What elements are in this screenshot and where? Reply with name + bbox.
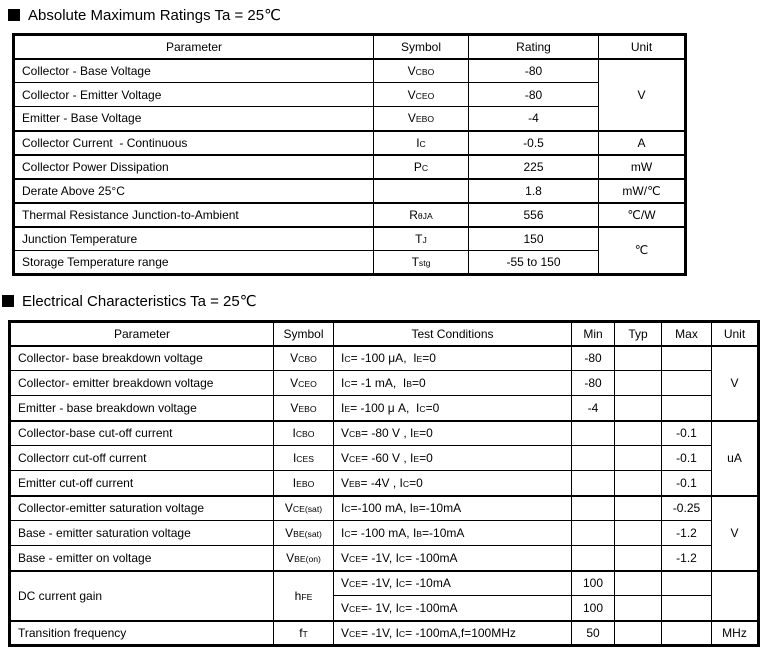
symbol-subscript: CBO [295, 429, 315, 440]
symbol-subscript: θJA [417, 210, 433, 221]
parameter-cell: Base - emitter saturation voltage [10, 521, 274, 546]
max-cell: -1.2 [662, 546, 712, 571]
symbol-subscript: CE [349, 579, 361, 590]
symbol-subscript: C [344, 354, 351, 365]
symbol-subscript: EB [349, 478, 361, 489]
symbol-subscript: C [398, 553, 406, 564]
absolute-maximum-ratings-table [12, 33, 687, 276]
test-conditions-cell: VEB= -4V , IC=0 [334, 471, 572, 496]
parameter-cell: DC current gain [10, 571, 274, 621]
parameter-cell: Emitter - Base Voltage [14, 107, 374, 131]
unit-cell: uA [712, 421, 759, 496]
max-cell [662, 371, 712, 396]
min-cell: -80 [572, 346, 615, 371]
symbol-cell: VCE(sat) [274, 496, 334, 521]
unit-cell: V [712, 496, 759, 571]
table-row [14, 107, 686, 131]
symbol-subscript: CE [349, 628, 361, 639]
test-conditions-cell: IC=-100 mA, IB=-10mA [334, 496, 572, 521]
test-conditions-cell: VCE= -60 V , IE=0 [334, 446, 572, 471]
min-cell [572, 446, 615, 471]
table-row [10, 621, 759, 646]
symbol-subscript: C [398, 628, 406, 639]
col-header-symbol: Symbol [274, 322, 334, 346]
test-conditions-cell: VCE=- 1V, IC= -100mA [334, 596, 572, 621]
rating-cell: -55 to 150 [469, 251, 599, 275]
symbol-cell: VBE(on) [274, 546, 334, 571]
symbol-cell: fT [274, 621, 334, 646]
max-cell: -0.25 [662, 496, 712, 521]
parameter-cell: Collector- emitter breakdown voltage [10, 371, 274, 396]
unit-cell: ℃/W [599, 203, 686, 227]
symbol-cell: ICBO [274, 421, 334, 446]
max-cell: -1.2 [662, 521, 712, 546]
symbol-subscript: E [413, 454, 420, 464]
col-header-unit: Unit [599, 35, 686, 59]
typ-cell [615, 596, 662, 621]
symbol-subscript: FE [301, 591, 313, 602]
table-row [10, 521, 759, 546]
symbol-cell: TJ [374, 227, 469, 251]
unit-cell: V [712, 346, 759, 421]
parameter-cell: Thermal Resistance Junction-to-Ambient [14, 203, 374, 227]
typ-cell [615, 546, 662, 571]
max-cell [662, 621, 712, 646]
symbol-subscript: C [402, 478, 410, 489]
typ-cell [615, 471, 662, 496]
table-row [10, 396, 759, 421]
table-row [10, 571, 759, 596]
table-row [14, 131, 686, 155]
symbol-subscript: C [419, 403, 426, 414]
test-conditions-cell: VCB= -80 V , IE=0 [334, 421, 572, 446]
symbol-cell: VEBO [274, 396, 334, 421]
symbol-subscript: E [344, 403, 351, 414]
black-square-icon [8, 9, 20, 21]
parameter-cell: Junction Temperature [14, 227, 374, 251]
symbol-subscript: CE [349, 454, 361, 464]
symbol-subscript: B [412, 504, 419, 515]
table-row [14, 203, 686, 227]
table-row [10, 446, 759, 471]
symbol-subscript: C [344, 379, 351, 389]
symbol-subscript: B [406, 379, 413, 389]
symbol-subscript: C [419, 138, 426, 149]
section-title-electrical-characteristics [2, 292, 765, 310]
parameter-cell: Collector - Emitter Voltage [14, 83, 374, 107]
parameter-cell: Collectorr cut-off current [10, 446, 274, 471]
symbol-subscript: EBO [415, 114, 435, 125]
table-row [14, 59, 686, 83]
section1-title-text: Absolute Maximum Ratings Ta = 25℃ [28, 7, 281, 24]
table-row [10, 371, 759, 396]
min-cell [572, 546, 615, 571]
rating-cell: -0.5 [469, 131, 599, 155]
unit-cell: A [599, 131, 686, 155]
symbol-subscript: C [421, 162, 429, 173]
symbol-cell: ICES [274, 446, 334, 471]
min-cell: 100 [572, 571, 615, 596]
min-cell: -80 [572, 371, 615, 396]
symbol-subscript: B [416, 529, 423, 539]
parameter-cell: Collector-base cut-off current [10, 421, 274, 446]
unit-cell: ℃ [599, 227, 686, 275]
rating-cell: -80 [469, 59, 599, 83]
symbol-subscript: stg [418, 258, 431, 268]
max-cell: -0.1 [662, 421, 712, 446]
parameter-cell: Transition frequency [10, 621, 274, 646]
header-row [10, 322, 759, 346]
parameter-cell: Base - emitter on voltage [10, 546, 274, 571]
black-square-icon [2, 295, 14, 307]
symbol-subscript: E [416, 354, 423, 365]
table-row [10, 496, 759, 521]
col-header-typ: Typ [615, 322, 662, 346]
section-title-absolute-maximum-ratings [8, 6, 765, 24]
parameter-cell: Emitter cut-off current [10, 471, 274, 496]
symbol-subscript: CBO [415, 66, 435, 77]
min-cell [572, 471, 615, 496]
rating-cell: -80 [469, 83, 599, 107]
unit-cell: mW [599, 155, 686, 179]
typ-cell [615, 396, 662, 421]
symbol-subscript: C [398, 603, 406, 614]
col-header-rating: Rating [469, 35, 599, 59]
table-row [14, 155, 686, 179]
table-row [10, 346, 759, 371]
unit-cell: mW/℃ [599, 179, 686, 203]
symbol-subscript: CES [296, 454, 315, 464]
parameter-cell: Derate Above 25°C [14, 179, 374, 203]
parameter-cell: Storage Temperature range [14, 251, 374, 275]
typ-cell [615, 446, 662, 471]
symbol-subscript: BE(sat) [293, 529, 322, 539]
col-header-min: Min [572, 322, 615, 346]
symbol-cell: VCBO [274, 346, 334, 371]
symbol-subscript: EBO [298, 403, 317, 414]
min-cell: 100 [572, 596, 615, 621]
section2-title-text: Electrical Characteristics Ta = 25℃ [22, 293, 257, 310]
symbol-cell [374, 179, 469, 203]
parameter-cell: Collector - Base Voltage [14, 59, 374, 83]
symbol-cell: hFE [274, 571, 334, 621]
typ-cell [615, 571, 662, 596]
test-conditions-cell: VCE= -1V, IC= -100mA [334, 546, 572, 571]
rating-cell: 225 [469, 155, 599, 179]
table-row [10, 546, 759, 571]
symbol-cell: VCEO [374, 83, 469, 107]
symbol-subscript: C [398, 579, 406, 590]
electrical-characteristics-table [8, 320, 760, 647]
col-header-symbol: Symbol [374, 35, 469, 59]
parameter-cell: Collector Power Dissipation [14, 155, 374, 179]
test-conditions-cell: VCE= -1V, IC= -10mA [334, 571, 572, 596]
max-cell [662, 596, 712, 621]
test-conditions-cell: IE= -100 μ A, IC=0 [334, 396, 572, 421]
col-header-parameter: Parameter [10, 322, 274, 346]
parameter-cell: Emitter - base breakdown voltage [10, 396, 274, 421]
typ-cell [615, 421, 662, 446]
max-cell [662, 571, 712, 596]
table-row [10, 471, 759, 496]
max-cell: -0.1 [662, 471, 712, 496]
unit-cell: V [599, 59, 686, 131]
min-cell [572, 521, 615, 546]
table-row [14, 227, 686, 251]
test-conditions-cell: VCE= -1V, IC= -100mA,f=100MHz [334, 621, 572, 646]
col-header-parameter: Parameter [14, 35, 374, 59]
rating-cell: 150 [469, 227, 599, 251]
rating-cell: 1.8 [469, 179, 599, 203]
col-header-unit: Unit [712, 322, 759, 346]
max-cell [662, 396, 712, 421]
test-conditions-cell: IC= -100 mA, IB=-10mA [334, 521, 572, 546]
typ-cell [615, 496, 662, 521]
typ-cell [615, 621, 662, 646]
parameter-cell: Collector Current - Continuous [14, 131, 374, 155]
symbol-subscript: CEO [298, 379, 317, 389]
symbol-subscript: C [344, 529, 351, 539]
rating-cell: 556 [469, 203, 599, 227]
test-conditions-cell: IC= -1 mA, IB=0 [334, 371, 572, 396]
symbol-cell: Tstg [374, 251, 469, 275]
table-row [14, 83, 686, 107]
symbol-subscript: CE [349, 553, 361, 564]
symbol-subscript: C [344, 504, 351, 515]
test-conditions-cell: IC= -100 μA, IE=0 [334, 346, 572, 371]
symbol-subscript: E [413, 429, 420, 440]
max-cell: -0.1 [662, 446, 712, 471]
typ-cell [615, 521, 662, 546]
symbol-subscript: CBO [298, 354, 317, 365]
symbol-cell: RθJA [374, 203, 469, 227]
min-cell [572, 496, 615, 521]
col-header-test-conditions: Test Conditions [334, 322, 572, 346]
symbol-cell: VEBO [374, 107, 469, 131]
symbol-subscript: EBO [296, 478, 315, 489]
parameter-cell: Collector-emitter saturation voltage [10, 496, 274, 521]
min-cell [572, 421, 615, 446]
symbol-cell: PC [374, 155, 469, 179]
symbol-subscript: BE(on) [294, 553, 321, 564]
table-row [10, 421, 759, 446]
typ-cell [615, 346, 662, 371]
rating-cell: -4 [469, 107, 599, 131]
symbol-subscript: J [422, 234, 427, 245]
header-row [14, 35, 686, 59]
symbol-cell: VBE(sat) [274, 521, 334, 546]
unit-cell: MHz [712, 621, 759, 646]
table-row [14, 179, 686, 203]
min-cell: 50 [572, 621, 615, 646]
symbol-cell: VCBO [374, 59, 469, 83]
symbol-cell: IC [374, 131, 469, 155]
symbol-subscript: CEO [415, 90, 435, 101]
symbol-subscript: CB [349, 429, 361, 440]
symbol-cell: VCEO [274, 371, 334, 396]
parameter-cell: Collector- base breakdown voltage [10, 346, 274, 371]
unit-cell [712, 571, 759, 621]
symbol-subscript: T [302, 628, 308, 639]
symbol-subscript: CE [349, 603, 361, 614]
symbol-cell: IEBO [274, 471, 334, 496]
symbol-subscript: CE(sat) [292, 504, 323, 515]
max-cell [662, 346, 712, 371]
table-row [14, 251, 686, 275]
min-cell: -4 [572, 396, 615, 421]
typ-cell [615, 371, 662, 396]
col-header-max: Max [662, 322, 712, 346]
